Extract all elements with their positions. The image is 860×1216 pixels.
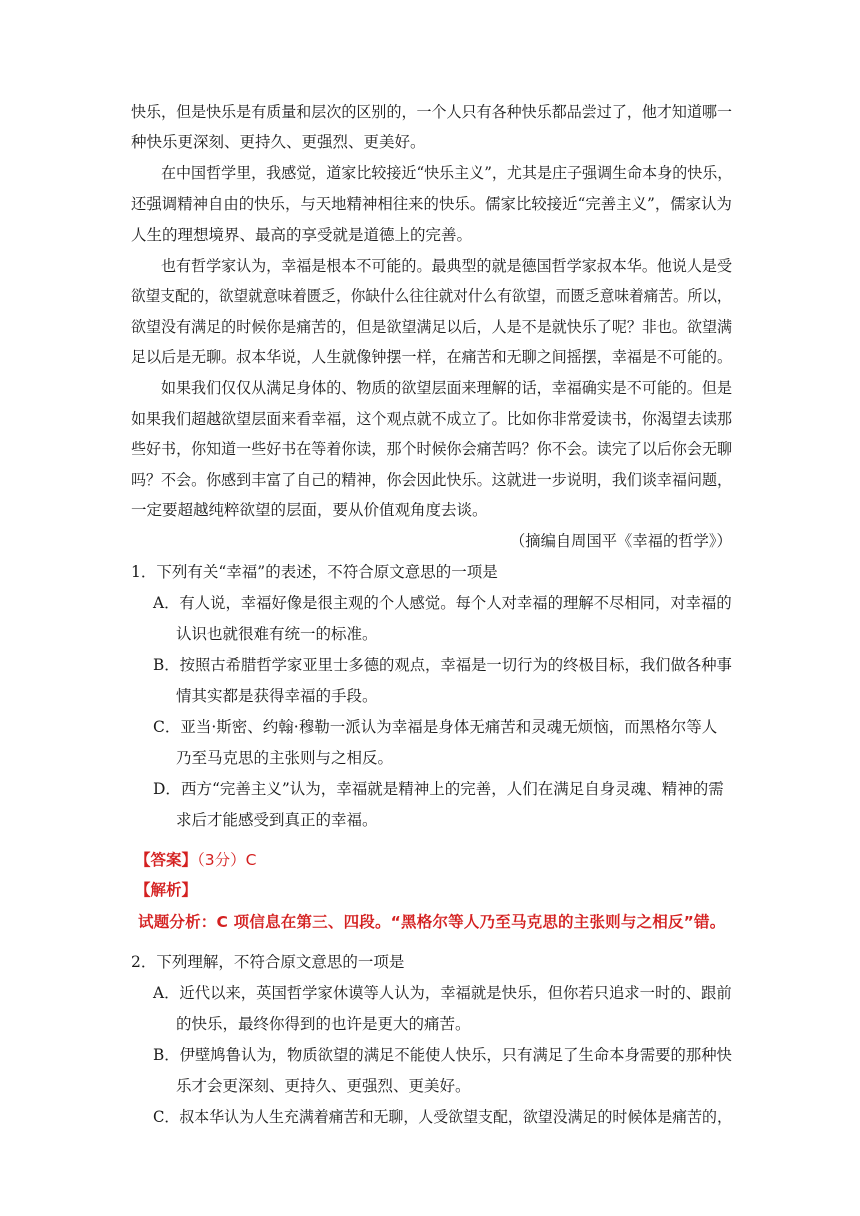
passage-line: 如果我们超越欲望层面来看幸福，这个观点就不成立了。比如你非常爱读书，你渴望去读那 [131, 410, 733, 428]
option-label: B． [153, 1046, 180, 1064]
passage-line: 些好书，你知道一些好书在等着你读，那个时候你会痛苦吗？你不会。读完了以后你会无聊 [131, 440, 733, 458]
q2-option-c [153, 1107, 732, 1127]
passage-line: 欲望没有满足的时候你是痛苦的，但是欲望满足以后，人是不是就快乐了呢？非也。欲望满 [131, 318, 733, 336]
option-text: 亚当·斯密、约翰·穆勒一派认为幸福是身体无痛苦和灵魂无烦恼，而黑格尔等人 [180, 718, 718, 736]
question-1-stem: 1．下列有关“幸福”的表述，不符合原文意思的一项是 [131, 563, 498, 581]
option-label: C． [153, 1108, 180, 1126]
passage-line: 吗？不会。你感到丰富了自己的精神，你会因此快乐。这就进一步说明，我们谈幸福问题， [131, 471, 733, 489]
passage-line: 人生的理想境界、最高的享受就是道德上的完善。 [131, 226, 473, 244]
q2-option-b-cont: 乐才会更深刻、更持久、更强烈、更美好。 [176, 1077, 471, 1095]
passage-line: 也有哲学家认为，幸福是根本不可能的。最典型的就是德国哲学家叔本华。他说人是受 [161, 257, 732, 275]
passage-line: 还强调精神自由的快乐，与天地精神相往来的快乐。儒家比较接近“完善主义”，儒家认为 [131, 195, 732, 213]
analysis-label: 【解析】 [135, 881, 198, 899]
passage-line: 欲望支配的，欲望就意味着匮乏，你缺什么往往就对什么有欲望，而匮乏意味着痛苦。所以， [131, 287, 732, 305]
option-label: B． [153, 656, 180, 674]
passage-line: 一定要超越纯粹欲望的层面，要从价值观角度去谈。 [131, 501, 488, 519]
q1-option-a-cont: 认识也就很难有统一的标准。 [176, 625, 378, 643]
q1-option-a [153, 593, 732, 613]
answer-label: 【答案】 [135, 851, 198, 869]
option-text: 有人说，幸福好像是很主观的个人感觉。每个人对幸福的理解不尽相同，对幸福的 [179, 594, 732, 612]
passage-line: 种快乐更深刻、更持久、更强烈、更美好。 [131, 133, 426, 151]
q1-option-c-cont: 乃至马克思的主张则与之相反。 [176, 749, 394, 767]
q1-option-b [153, 655, 732, 675]
option-label: A． [153, 594, 180, 612]
q1-option-c [153, 717, 717, 737]
option-text: 近代以来，英国哲学家休谟等人认为，幸福就是快乐，但你若只追求一时的、跟前 [179, 984, 732, 1002]
passage-line: 在中国哲学里，我感觉，道家比较接近“快乐主义”，尤其是庄子强调生命本身的快乐， [161, 164, 733, 182]
q1-option-b-cont: 情其实都是获得幸福的手段。 [176, 687, 378, 705]
passage-line: 足以后是无聊。叔本华说，人生就像钟摆一样，在痛苦和无聊之间摇摆，幸福是不可能的。 [131, 348, 733, 366]
passage-line: 快乐，但是快乐是有质量和层次的区别的，一个人只有各种快乐都品尝过了，他才知道哪一 [131, 103, 733, 121]
q1-option-d [153, 779, 724, 799]
q2-option-a [153, 983, 732, 1003]
q2-option-b [153, 1045, 732, 1065]
q1-option-d-cont: 求后才能感受到真正的幸福。 [176, 811, 378, 829]
option-label: A． [153, 984, 180, 1002]
option-text: 伊壁鸠鲁认为，物质欲望的满足不能使人快乐，只有满足了生命本身需要的那种快 [179, 1046, 732, 1064]
q2-option-a-cont: 的快乐，最终你得到的也许是更大的痛苦。 [176, 1015, 471, 1033]
option-label: D． [153, 780, 181, 798]
answer-line [135, 850, 256, 870]
question-2-stem: 2．下列理解，不符合原文意思的一项是 [131, 953, 405, 971]
option-text: 西方“完善主义”认为，幸福就是精神上的完善，人们在满足自身灵魂、精神的需 [180, 780, 724, 798]
option-text: 叔本华认为人生充满着痛苦和无聊，人受欲望支配，欲望没满足的时候体是痛苦的， [179, 1108, 732, 1126]
source-citation: （摘编自周国平《幸福的哲学》） [510, 532, 732, 550]
option-label: C． [153, 718, 181, 736]
answer-value: （3分）C [197, 851, 257, 869]
option-text: 按照古希腊哲学家亚里士多德的观点，幸福是一切行为的终极目标，我们做各种事 [179, 656, 732, 674]
passage-line: 如果我们仅仅从满足身体的、物质的欲望层面来理解的话，幸福确实是不可能的。但是 [161, 379, 732, 397]
analysis-text: 试题分析：C 项信息在第三、四段。“黑格尔等人乃至马克思的主张则与之相反”错。 [138, 913, 726, 931]
